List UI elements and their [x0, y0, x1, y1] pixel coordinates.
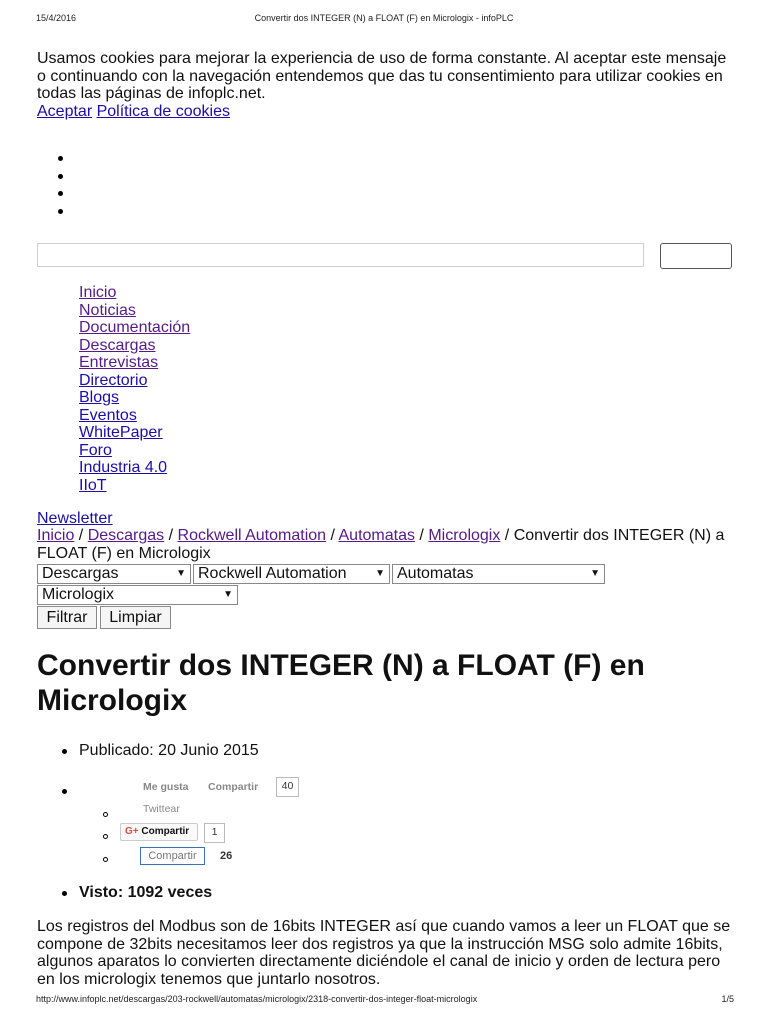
nav-item-whitepaper[interactable]: WhitePaper — [79, 424, 163, 441]
cookie-policy-link[interactable]: Política de cookies — [96, 102, 230, 120]
main-nav — [79, 284, 190, 494]
dropdown-arrow-icon: ▼ — [590, 568, 600, 579]
nav-item-iiot[interactable]: IIoT — [79, 476, 107, 494]
list-bullet — [62, 749, 67, 754]
share-count: 26 — [220, 850, 233, 862]
cookie-banner — [37, 50, 737, 120]
nav-item-directorio[interactable]: Directorio — [79, 371, 148, 389]
breadcrumb-micrologix[interactable]: Micrologix — [428, 527, 501, 544]
nav-item-blogs[interactable]: Blogs — [79, 389, 120, 406]
brand-select-value: Rockwell Automation — [198, 565, 347, 582]
nav-item-documentacion[interactable]: Documentación — [79, 319, 191, 336]
search-input[interactable] — [37, 243, 644, 267]
list-bullet — [103, 812, 108, 817]
nav-item-eventos[interactable]: Eventos — [79, 406, 137, 424]
article-body: Los registros del Modbus son de 16bits INTEGER así que cuando vamos a leer un FLOAT que se compone de 32bits necesitamos leer dos registros ya que la instrucción MSG solo admite 16bits, algunos aparatos lo convierten directamente diciéndole el canal de inicio y orden de lectura pero en los micrologix tenemos que juntarlo nosotros. — [37, 918, 731, 988]
breadcrumb-descargas[interactable]: Descargas — [87, 527, 165, 544]
category-select-value: Descargas — [42, 565, 119, 582]
list-bullet — [62, 891, 67, 896]
clear-button[interactable]: Limpiar — [100, 606, 171, 629]
nav-item-noticias[interactable]: Noticias — [79, 301, 136, 319]
breadcrumb-rockwell[interactable]: Rockwell Automation — [177, 527, 327, 544]
print-title: Convertir dos INTEGER (N) a FLOAT (F) en Micrologix - infoPLC — [254, 13, 514, 23]
breadcrumb-inicio[interactable]: Inicio — [37, 527, 75, 544]
print-url: http://www.infoplc.net/descargas/203-rockwell/automatas/micrologix/2318-convertir-dos-integer-float-micrologix — [36, 994, 478, 1004]
breadcrumb-separator: / — [326, 527, 339, 544]
newsletter-link[interactable]: Newsletter — [37, 510, 113, 527]
view-count: Visto: 1092 veces — [79, 884, 213, 901]
brand-select[interactable] — [193, 564, 390, 584]
cookie-message: Usamos cookies para mejorar la experiencia de uso de forma constante. Al aceptar este mensaje o continuando con la navegación entendemos que das tu consentimiento para utilizar cookies en todas las páginas de infoplc.net. — [37, 50, 727, 102]
type-select-value: Automatas — [397, 565, 474, 582]
nav-item-foro[interactable]: Foro — [79, 441, 112, 459]
google-plus-share-label: Compartir — [141, 826, 190, 837]
dropdown-arrow-icon: ▼ — [176, 568, 186, 579]
facebook-share-button[interactable]: Compartir — [208, 781, 259, 793]
type-select[interactable] — [392, 564, 605, 584]
family-select-value: Micrologix — [42, 586, 115, 603]
list-bullet — [58, 156, 63, 161]
list-bullet — [62, 789, 67, 794]
google-plus-icon: G+ — [125, 826, 139, 837]
nav-item-industria[interactable]: Industria 4.0 — [79, 459, 168, 476]
breadcrumb-current: Convertir dos INTEGER (N) a FLOAT (F) en Micrologix — [37, 527, 725, 562]
tweet-button[interactable]: Twittear — [143, 803, 180, 815]
breadcrumb-automatas[interactable]: Automatas — [338, 527, 415, 544]
list-bullet — [58, 209, 63, 214]
dropdown-arrow-icon: ▼ — [375, 568, 385, 579]
list-bullet — [103, 857, 108, 862]
empty-bullet-list — [58, 156, 63, 226]
nav-item-descargas[interactable]: Descargas — [79, 336, 156, 354]
google-plus-count: 1 — [204, 823, 225, 843]
share-button[interactable]: Compartir — [140, 847, 205, 865]
list-bullet — [58, 191, 63, 196]
breadcrumb-separator: / — [500, 527, 514, 544]
category-select[interactable] — [37, 564, 191, 584]
breadcrumb — [37, 527, 727, 562]
list-bullet — [103, 834, 108, 839]
published-date: Publicado: 20 Junio 2015 — [79, 742, 259, 759]
breadcrumb-separator: / — [74, 527, 88, 544]
dropdown-arrow-icon: ▼ — [223, 589, 233, 600]
search-button[interactable] — [660, 243, 732, 269]
breadcrumb-separator: / — [414, 527, 429, 544]
nav-item-inicio[interactable]: Inicio — [79, 284, 117, 301]
accept-cookies-link[interactable]: Aceptar — [37, 102, 93, 120]
page-number: 1/5 — [721, 994, 734, 1004]
nav-item-entrevistas[interactable]: Entrevistas — [79, 354, 159, 371]
family-select[interactable] — [37, 585, 238, 605]
filter-button[interactable]: Filtrar — [37, 606, 97, 629]
google-plus-share-button[interactable] — [120, 823, 198, 841]
facebook-like-button[interactable]: Me gusta — [143, 781, 189, 793]
breadcrumb-separator: / — [164, 527, 178, 544]
print-date: 15/4/2016 — [36, 13, 77, 23]
facebook-share-count: 40 — [276, 777, 299, 797]
list-bullet — [58, 174, 63, 179]
article-title: Convertir dos INTEGER (N) a FLOAT (F) en Micrologix — [37, 649, 645, 717]
